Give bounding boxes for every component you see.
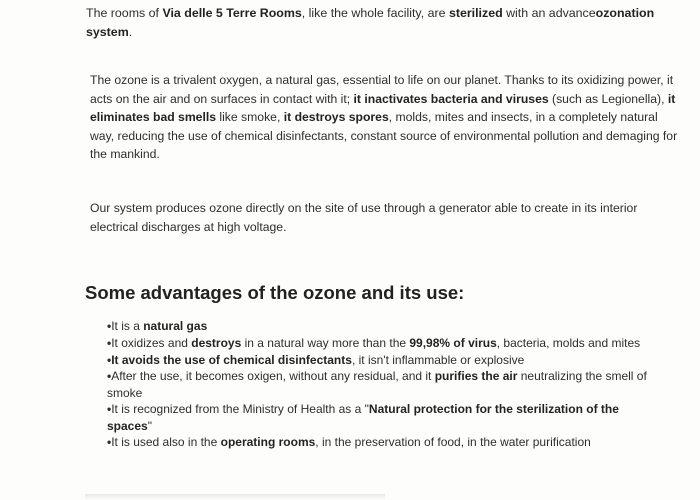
bold-text-run: destroys [191,335,242,350]
text-run: (such as Legionella), [548,91,668,106]
bold-text-run: sterilized [448,6,503,20]
advantages-list [107,318,647,451]
text-run: , molds, mites and insects, in a completely natural way, reducing the use of chemical disinfectants, constant source of environmental pollution and demaging for the mankind. [90,110,678,162]
bullet-marker: • [107,369,112,384]
advantages-heading: Some advantages of the ozone and its use: [85,282,465,304]
advantage-item [107,401,647,433]
bold-text-run: 99,98% of virus [409,335,497,350]
text-run: . [128,25,133,39]
system-description-paragraph [90,199,680,236]
text-run: After the use, it becomes oxigen, without any residual, and it [111,369,435,384]
text-run: neutralizing the smell of smoke [107,369,647,400]
text-run: in a natural way more than the [241,335,410,350]
bullet-marker: • [107,335,112,350]
bold-text-run: it eliminates bad smells [90,91,676,125]
bullet-marker: • [107,319,112,333]
bold-text-run: purifies the air [434,369,518,384]
bullet-marker: • [107,435,112,450]
text-run: It is a [111,319,144,333]
advantage-item [107,352,647,368]
text-run: with an advance [502,6,596,20]
advantage-item [107,368,647,400]
text-run: , like the whole facility, are [301,6,449,20]
text-run: , bacteria, molds and mites [496,335,641,350]
bold-text-run: natural gas [143,319,208,333]
text-run: " [147,418,152,433]
text-run: It oxidizes and [111,335,192,350]
advantage-item [107,318,647,334]
text-run: , it isn't inflammable or explosive [351,352,525,367]
text-run: , in the preservation of food, in the water purification [315,435,591,450]
bold-text-run: ozonation system [86,6,655,39]
cut-off-text-fragment [85,494,385,500]
bold-text-run: it inactivates bacteria and viruses [353,91,549,106]
ozone-description-paragraph [90,71,680,164]
text-run: The rooms of [86,6,163,20]
bold-text-run: Via delle 5 Terre Rooms [162,6,302,20]
bullet-marker: • [107,352,112,367]
bullet-marker: • [107,402,112,417]
text-run: Our system produces ozone directly on the site of use through a generator able to create in its interior electrical discharges at high voltage. [90,201,638,234]
bold-text-run: operating rooms [220,435,316,450]
intro-paragraph [86,4,676,42]
text-run: It is used also in the [111,435,221,450]
advantage-item [107,434,647,450]
text-run: It is recognized from the Ministry of Health as a " [111,402,369,417]
bold-text-run: Natural protection for the sterilization of the spaces [107,402,619,433]
text-run: The ozone is a trivalent oxygen, a natural gas, essential to life on our planet. Thanks to its oxidizing power, it acts on the air and on surfaces in contact with it; [90,73,674,106]
text-run: like smoke, [216,110,284,125]
advantage-item [107,335,647,351]
bold-text-run: it destroys spores [283,110,389,125]
bold-text-run: It avoids the use of chemical disinfectants [111,352,352,367]
